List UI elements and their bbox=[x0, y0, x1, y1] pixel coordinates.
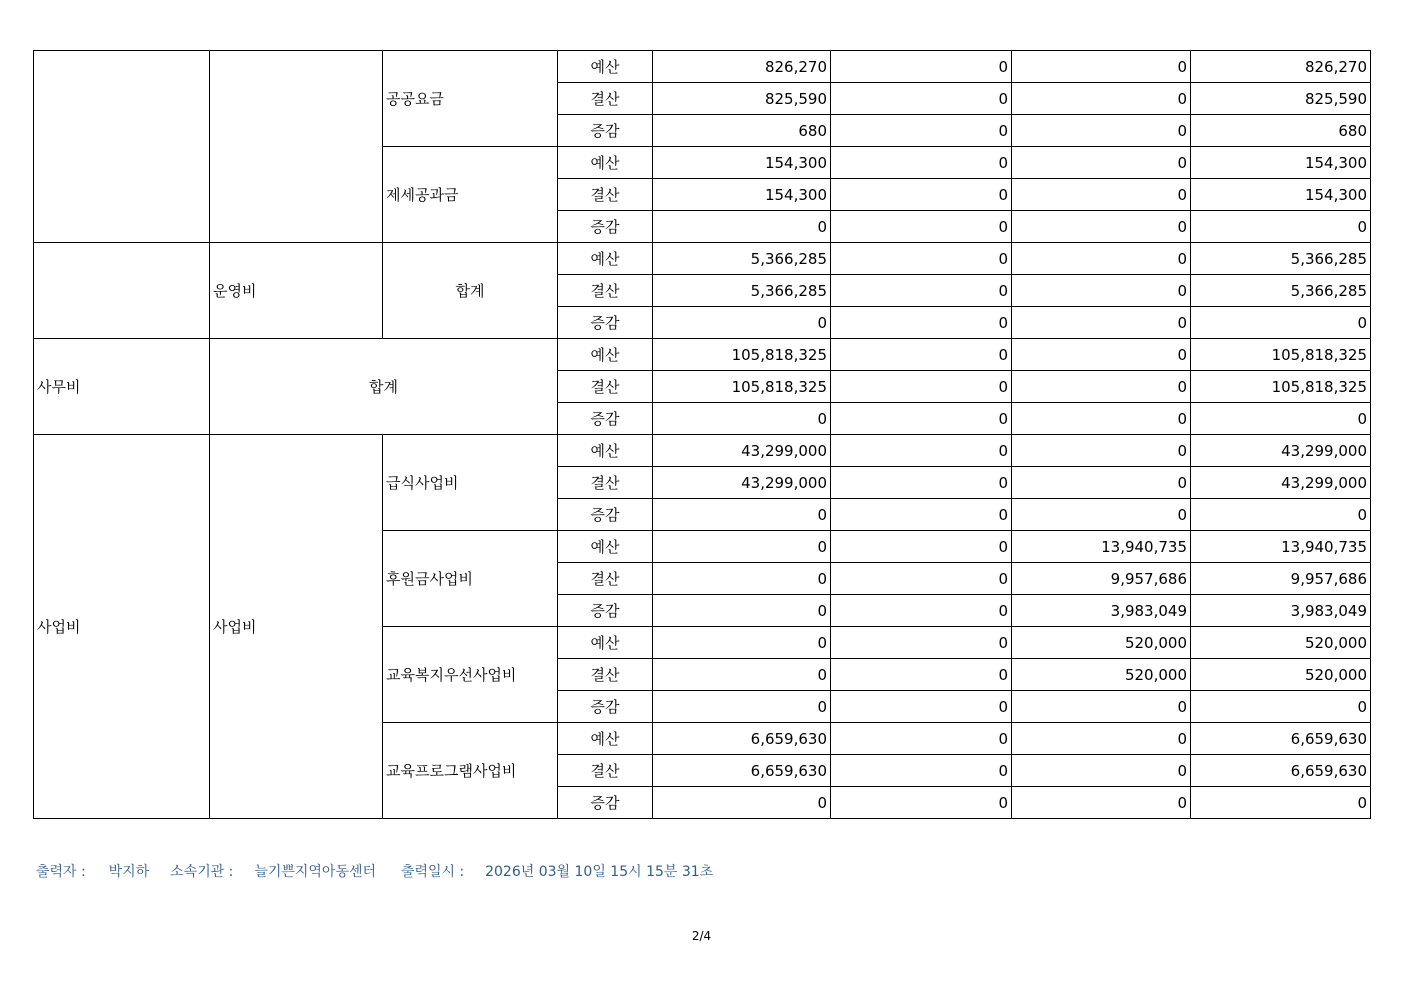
amount-cell-2: 0 bbox=[831, 787, 1012, 819]
amount-cell-4: 680 bbox=[1191, 115, 1371, 147]
amount-cell-4: 0 bbox=[1191, 211, 1371, 243]
subcategory-cell bbox=[210, 51, 383, 243]
amount-cell-4: 0 bbox=[1191, 403, 1371, 435]
amount-cell-3: 0 bbox=[1012, 467, 1191, 499]
amount-cell-2: 0 bbox=[831, 627, 1012, 659]
amount-cell-1: 0 bbox=[653, 307, 831, 339]
row-type-cell: 결산 bbox=[558, 659, 653, 691]
subcategory-cell: 사업비 bbox=[210, 435, 383, 819]
amount-cell-2: 0 bbox=[831, 403, 1012, 435]
amount-cell-1: 0 bbox=[653, 563, 831, 595]
row-type-cell: 증감 bbox=[558, 307, 653, 339]
amount-cell-4: 105,818,325 bbox=[1191, 339, 1371, 371]
row-type-cell: 결산 bbox=[558, 371, 653, 403]
amount-cell-2: 0 bbox=[831, 51, 1012, 83]
subtotal-label: 합계 bbox=[383, 243, 558, 339]
row-type-cell: 결산 bbox=[558, 275, 653, 307]
amount-cell-4: 43,299,000 bbox=[1191, 435, 1371, 467]
amount-cell-3: 3,983,049 bbox=[1012, 595, 1191, 627]
amount-cell-3: 0 bbox=[1012, 499, 1191, 531]
row-type-cell: 예산 bbox=[558, 627, 653, 659]
amount-cell-3: 9,957,686 bbox=[1012, 563, 1191, 595]
amount-cell-2: 0 bbox=[831, 243, 1012, 275]
amount-cell-4: 520,000 bbox=[1191, 659, 1371, 691]
row-type-cell: 예산 bbox=[558, 435, 653, 467]
page-number: 2/4 bbox=[691, 929, 712, 943]
amount-cell-1: 0 bbox=[653, 595, 831, 627]
org-name: 늘기쁜지역아동센터 bbox=[254, 864, 377, 880]
item-cell: 후원금사업비 bbox=[383, 531, 558, 627]
row-type-cell: 예산 bbox=[558, 243, 653, 275]
row-type-cell: 예산 bbox=[558, 723, 653, 755]
amount-cell-2: 0 bbox=[831, 595, 1012, 627]
amount-cell-2: 0 bbox=[831, 83, 1012, 115]
row-type-cell: 결산 bbox=[558, 179, 653, 211]
amount-cell-2: 0 bbox=[831, 147, 1012, 179]
amount-cell-3: 0 bbox=[1012, 691, 1191, 723]
amount-cell-3: 0 bbox=[1012, 307, 1191, 339]
item-cell: 교육복지우선사업비 bbox=[383, 627, 558, 723]
amount-cell-3: 13,940,735 bbox=[1012, 531, 1191, 563]
amount-cell-2: 0 bbox=[831, 307, 1012, 339]
amount-cell-2: 0 bbox=[831, 435, 1012, 467]
table-row bbox=[34, 51, 1371, 83]
amount-cell-2: 0 bbox=[831, 691, 1012, 723]
row-type-cell: 증감 bbox=[558, 595, 653, 627]
amount-cell-3: 0 bbox=[1012, 243, 1191, 275]
amount-cell-4: 154,300 bbox=[1191, 179, 1371, 211]
amount-cell-4: 520,000 bbox=[1191, 627, 1371, 659]
amount-cell-3: 520,000 bbox=[1012, 627, 1191, 659]
amount-cell-1: 0 bbox=[653, 787, 831, 819]
printer-label: 출력자 : bbox=[36, 864, 86, 880]
budget-table bbox=[33, 50, 1371, 819]
total-label: 합계 bbox=[210, 339, 558, 435]
amount-cell-4: 0 bbox=[1191, 787, 1371, 819]
amount-cell-4: 0 bbox=[1191, 499, 1371, 531]
row-type-cell: 결산 bbox=[558, 563, 653, 595]
amount-cell-1: 5,366,285 bbox=[653, 243, 831, 275]
amount-cell-1: 0 bbox=[653, 531, 831, 563]
category-cell bbox=[34, 243, 210, 339]
item-cell: 제세공과금 bbox=[383, 147, 558, 243]
amount-cell-2: 0 bbox=[831, 467, 1012, 499]
amount-cell-4: 6,659,630 bbox=[1191, 755, 1371, 787]
row-type-cell: 증감 bbox=[558, 787, 653, 819]
row-type-cell: 결산 bbox=[558, 755, 653, 787]
amount-cell-1: 0 bbox=[653, 659, 831, 691]
amount-cell-1: 680 bbox=[653, 115, 831, 147]
amount-cell-3: 0 bbox=[1012, 275, 1191, 307]
row-type-cell: 증감 bbox=[558, 403, 653, 435]
amount-cell-1: 43,299,000 bbox=[653, 467, 831, 499]
amount-cell-1: 43,299,000 bbox=[653, 435, 831, 467]
amount-cell-2: 0 bbox=[831, 755, 1012, 787]
amount-cell-4: 13,940,735 bbox=[1191, 531, 1371, 563]
row-type-cell: 증감 bbox=[558, 211, 653, 243]
amount-cell-1: 154,300 bbox=[653, 179, 831, 211]
amount-cell-2: 0 bbox=[831, 115, 1012, 147]
amount-cell-4: 825,590 bbox=[1191, 83, 1371, 115]
table-row bbox=[34, 435, 1371, 467]
category-cell: 사무비 bbox=[34, 339, 210, 435]
amount-cell-3: 0 bbox=[1012, 115, 1191, 147]
printer-name: 박지하 bbox=[108, 864, 150, 880]
amount-cell-1: 105,818,325 bbox=[653, 371, 831, 403]
amount-cell-3: 0 bbox=[1012, 723, 1191, 755]
amount-cell-1: 0 bbox=[653, 627, 831, 659]
amount-cell-3: 0 bbox=[1012, 403, 1191, 435]
amount-cell-4: 43,299,000 bbox=[1191, 467, 1371, 499]
amount-cell-4: 105,818,325 bbox=[1191, 371, 1371, 403]
row-type-cell: 결산 bbox=[558, 83, 653, 115]
amount-cell-2: 0 bbox=[831, 275, 1012, 307]
amount-cell-3: 0 bbox=[1012, 51, 1191, 83]
amount-cell-2: 0 bbox=[831, 659, 1012, 691]
amount-cell-2: 0 bbox=[831, 179, 1012, 211]
row-type-cell: 예산 bbox=[558, 147, 653, 179]
amount-cell-1: 826,270 bbox=[653, 51, 831, 83]
amount-cell-3: 0 bbox=[1012, 211, 1191, 243]
row-type-cell: 결산 bbox=[558, 467, 653, 499]
amount-cell-2: 0 bbox=[831, 339, 1012, 371]
item-cell: 급식사업비 bbox=[383, 435, 558, 531]
table-row bbox=[34, 243, 1371, 275]
amount-cell-2: 0 bbox=[831, 499, 1012, 531]
amount-cell-3: 0 bbox=[1012, 371, 1191, 403]
row-type-cell: 증감 bbox=[558, 499, 653, 531]
row-type-cell: 예산 bbox=[558, 339, 653, 371]
amount-cell-4: 9,957,686 bbox=[1191, 563, 1371, 595]
item-cell: 공공요금 bbox=[383, 51, 558, 147]
amount-cell-2: 0 bbox=[831, 723, 1012, 755]
row-type-cell: 증감 bbox=[558, 115, 653, 147]
amount-cell-2: 0 bbox=[831, 211, 1012, 243]
row-type-cell: 예산 bbox=[558, 51, 653, 83]
amount-cell-4: 5,366,285 bbox=[1191, 243, 1371, 275]
row-type-cell: 증감 bbox=[558, 691, 653, 723]
amount-cell-3: 0 bbox=[1012, 435, 1191, 467]
amount-cell-1: 6,659,630 bbox=[653, 755, 831, 787]
category-cell: 사업비 bbox=[34, 435, 210, 819]
amount-cell-1: 0 bbox=[653, 691, 831, 723]
amount-cell-4: 826,270 bbox=[1191, 51, 1371, 83]
amount-cell-3: 0 bbox=[1012, 339, 1191, 371]
table-row bbox=[34, 339, 1371, 371]
amount-cell-3: 0 bbox=[1012, 755, 1191, 787]
amount-cell-1: 0 bbox=[653, 211, 831, 243]
amount-cell-4: 5,366,285 bbox=[1191, 275, 1371, 307]
amount-cell-3: 0 bbox=[1012, 179, 1191, 211]
amount-cell-1: 0 bbox=[653, 499, 831, 531]
amount-cell-4: 0 bbox=[1191, 691, 1371, 723]
subcategory-cell: 운영비 bbox=[210, 243, 383, 339]
org-label: 소속기관 : bbox=[170, 864, 234, 880]
amount-cell-4: 3,983,049 bbox=[1191, 595, 1371, 627]
amount-cell-4: 0 bbox=[1191, 307, 1371, 339]
amount-cell-1: 154,300 bbox=[653, 147, 831, 179]
amount-cell-1: 0 bbox=[653, 403, 831, 435]
item-cell: 교육프로그램사업비 bbox=[383, 723, 558, 819]
category-cell bbox=[34, 51, 210, 243]
print-info-footer bbox=[36, 861, 713, 881]
printed-at-label: 출력일시 : bbox=[400, 864, 465, 880]
amount-cell-1: 825,590 bbox=[653, 83, 831, 115]
printed-at: 2026년 03월 10일 15시 15분 31초 bbox=[485, 864, 714, 880]
row-type-cell: 예산 bbox=[558, 531, 653, 563]
amount-cell-4: 6,659,630 bbox=[1191, 723, 1371, 755]
amount-cell-3: 0 bbox=[1012, 83, 1191, 115]
amount-cell-3: 0 bbox=[1012, 147, 1191, 179]
amount-cell-4: 154,300 bbox=[1191, 147, 1371, 179]
amount-cell-1: 6,659,630 bbox=[653, 723, 831, 755]
amount-cell-1: 105,818,325 bbox=[653, 339, 831, 371]
amount-cell-3: 520,000 bbox=[1012, 659, 1191, 691]
amount-cell-2: 0 bbox=[831, 563, 1012, 595]
amount-cell-3: 0 bbox=[1012, 787, 1191, 819]
amount-cell-1: 5,366,285 bbox=[653, 275, 831, 307]
amount-cell-2: 0 bbox=[831, 371, 1012, 403]
amount-cell-2: 0 bbox=[831, 531, 1012, 563]
